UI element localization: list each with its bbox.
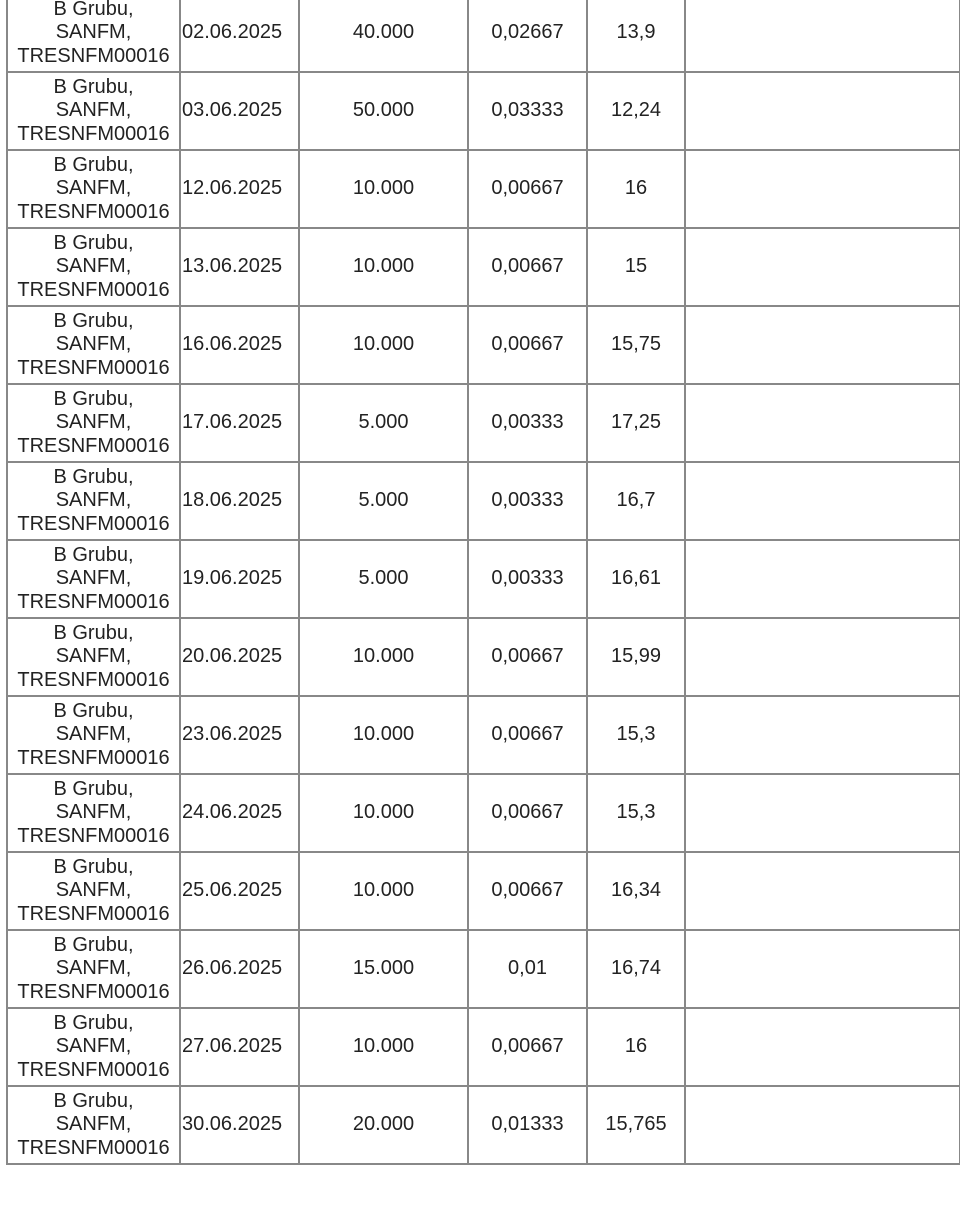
table-row bbox=[7, 72, 960, 150]
group-cell bbox=[7, 774, 180, 852]
amount-cell: 10.000 bbox=[299, 852, 468, 930]
amount-cell: 10.000 bbox=[299, 774, 468, 852]
amount-cell: 5.000 bbox=[299, 462, 468, 540]
table-row bbox=[7, 384, 960, 462]
price-cell: 15,765 bbox=[587, 1086, 685, 1164]
note-cell bbox=[685, 774, 960, 852]
amount-cell: 10.000 bbox=[299, 228, 468, 306]
date-cell: 26.06.2025 bbox=[180, 930, 299, 1008]
group-cell bbox=[7, 930, 180, 1008]
date-cell: 27.06.2025 bbox=[180, 1008, 299, 1086]
isin-code: TRESNFM00016 bbox=[17, 356, 170, 379]
group-name: B Grubu, bbox=[53, 1089, 134, 1112]
group-name: B Grubu, bbox=[53, 231, 134, 254]
group-name: B Grubu, bbox=[53, 543, 134, 566]
group-name: B Grubu, bbox=[53, 933, 134, 956]
date-cell: 24.06.2025 bbox=[180, 774, 299, 852]
table-row bbox=[7, 930, 960, 1008]
isin-code: TRESNFM00016 bbox=[17, 668, 170, 691]
price-cell: 13,9 bbox=[587, 0, 685, 72]
note-cell bbox=[685, 72, 960, 150]
ratio-cell: 0,00667 bbox=[468, 1008, 587, 1086]
note-cell bbox=[685, 1008, 960, 1086]
date-cell: 03.06.2025 bbox=[180, 72, 299, 150]
table-row bbox=[7, 0, 960, 72]
group-cell bbox=[7, 1008, 180, 1086]
group-name: B Grubu, bbox=[53, 777, 134, 800]
ticker: SANFM, bbox=[55, 489, 132, 512]
isin-code: TRESNFM00016 bbox=[17, 434, 170, 457]
price-cell: 15,3 bbox=[587, 696, 685, 774]
date-cell: 19.06.2025 bbox=[180, 540, 299, 618]
table-row bbox=[7, 852, 960, 930]
isin-code: TRESNFM00016 bbox=[17, 1136, 170, 1159]
table-row bbox=[7, 774, 960, 852]
group-name: B Grubu, bbox=[53, 621, 134, 644]
isin-code: TRESNFM00016 bbox=[17, 1058, 170, 1081]
ratio-cell: 0,01 bbox=[468, 930, 587, 1008]
group-cell bbox=[7, 618, 180, 696]
note-cell bbox=[685, 306, 960, 384]
note-cell bbox=[685, 540, 960, 618]
group-cell bbox=[7, 306, 180, 384]
share-buyback-table bbox=[6, 0, 960, 1165]
table-row bbox=[7, 1086, 960, 1164]
group-name: B Grubu, bbox=[53, 75, 134, 98]
amount-cell: 10.000 bbox=[299, 696, 468, 774]
group-name: B Grubu, bbox=[53, 387, 134, 410]
ratio-cell: 0,00333 bbox=[468, 462, 587, 540]
ticker: SANFM, bbox=[55, 333, 132, 356]
group-name: B Grubu, bbox=[53, 309, 134, 332]
table-row bbox=[7, 228, 960, 306]
ratio-cell: 0,00667 bbox=[468, 228, 587, 306]
isin-code: TRESNFM00016 bbox=[17, 980, 170, 1003]
ticker: SANFM, bbox=[55, 879, 132, 902]
isin-code: TRESNFM00016 bbox=[17, 902, 170, 925]
ticker: SANFM, bbox=[55, 801, 132, 824]
ticker: SANFM, bbox=[55, 723, 132, 746]
date-cell: 13.06.2025 bbox=[180, 228, 299, 306]
ratio-cell: 0,02667 bbox=[468, 0, 587, 72]
ratio-cell: 0,00667 bbox=[468, 852, 587, 930]
ticker: SANFM, bbox=[55, 1035, 132, 1058]
ticker: SANFM, bbox=[55, 411, 132, 434]
date-cell: 02.06.2025 bbox=[180, 0, 299, 72]
group-name: B Grubu, bbox=[53, 855, 134, 878]
group-cell bbox=[7, 0, 180, 72]
ratio-cell: 0,00667 bbox=[468, 774, 587, 852]
table-row bbox=[7, 696, 960, 774]
group-cell bbox=[7, 852, 180, 930]
price-cell: 16,7 bbox=[587, 462, 685, 540]
table-row bbox=[7, 462, 960, 540]
price-cell: 15,99 bbox=[587, 618, 685, 696]
group-name: B Grubu, bbox=[53, 153, 134, 176]
ticker: SANFM, bbox=[55, 957, 132, 980]
ratio-cell: 0,01333 bbox=[468, 1086, 587, 1164]
ticker: SANFM, bbox=[55, 645, 132, 668]
group-name: B Grubu, bbox=[53, 0, 134, 20]
isin-code: TRESNFM00016 bbox=[17, 590, 170, 613]
ratio-cell: 0,00667 bbox=[468, 618, 587, 696]
price-cell: 16 bbox=[587, 150, 685, 228]
note-cell bbox=[685, 150, 960, 228]
date-cell: 16.06.2025 bbox=[180, 306, 299, 384]
ticker: SANFM, bbox=[55, 255, 132, 278]
group-cell bbox=[7, 72, 180, 150]
note-cell bbox=[685, 1086, 960, 1164]
table-row bbox=[7, 618, 960, 696]
price-cell: 16,34 bbox=[587, 852, 685, 930]
ratio-cell: 0,03333 bbox=[468, 72, 587, 150]
amount-cell: 50.000 bbox=[299, 72, 468, 150]
ticker: SANFM, bbox=[55, 99, 132, 122]
group-cell bbox=[7, 696, 180, 774]
price-cell: 15,75 bbox=[587, 306, 685, 384]
ratio-cell: 0,00667 bbox=[468, 306, 587, 384]
date-cell: 12.06.2025 bbox=[180, 150, 299, 228]
price-cell: 16,74 bbox=[587, 930, 685, 1008]
group-cell bbox=[7, 384, 180, 462]
date-cell: 30.06.2025 bbox=[180, 1086, 299, 1164]
note-cell bbox=[685, 462, 960, 540]
note-cell bbox=[685, 618, 960, 696]
isin-code: TRESNFM00016 bbox=[17, 746, 170, 769]
price-cell: 15,3 bbox=[587, 774, 685, 852]
date-cell: 20.06.2025 bbox=[180, 618, 299, 696]
date-cell: 18.06.2025 bbox=[180, 462, 299, 540]
table-container bbox=[6, 0, 960, 1203]
group-cell bbox=[7, 1086, 180, 1164]
price-cell: 16,61 bbox=[587, 540, 685, 618]
amount-cell: 5.000 bbox=[299, 540, 468, 618]
ratio-cell: 0,00667 bbox=[468, 696, 587, 774]
isin-code: TRESNFM00016 bbox=[17, 512, 170, 535]
amount-cell: 10.000 bbox=[299, 150, 468, 228]
amount-cell: 15.000 bbox=[299, 930, 468, 1008]
isin-code: TRESNFM00016 bbox=[17, 44, 170, 67]
amount-cell: 10.000 bbox=[299, 306, 468, 384]
amount-cell: 10.000 bbox=[299, 618, 468, 696]
group-cell bbox=[7, 540, 180, 618]
ticker: SANFM, bbox=[55, 1113, 132, 1136]
note-cell bbox=[685, 696, 960, 774]
price-cell: 17,25 bbox=[587, 384, 685, 462]
price-cell: 15 bbox=[587, 228, 685, 306]
price-cell: 12,24 bbox=[587, 72, 685, 150]
date-cell: 25.06.2025 bbox=[180, 852, 299, 930]
ticker: SANFM, bbox=[55, 21, 132, 44]
ticker: SANFM, bbox=[55, 177, 132, 200]
isin-code: TRESNFM00016 bbox=[17, 278, 170, 301]
group-name: B Grubu, bbox=[53, 699, 134, 722]
table-row bbox=[7, 150, 960, 228]
ratio-cell: 0,00333 bbox=[468, 540, 587, 618]
group-name: B Grubu, bbox=[53, 465, 134, 488]
isin-code: TRESNFM00016 bbox=[17, 200, 170, 223]
ratio-cell: 0,00333 bbox=[468, 384, 587, 462]
table-body bbox=[7, 0, 960, 1164]
note-cell bbox=[685, 852, 960, 930]
note-cell bbox=[685, 228, 960, 306]
amount-cell: 20.000 bbox=[299, 1086, 468, 1164]
group-name: B Grubu, bbox=[53, 1011, 134, 1034]
note-cell bbox=[685, 930, 960, 1008]
date-cell: 17.06.2025 bbox=[180, 384, 299, 462]
ratio-cell: 0,00667 bbox=[468, 150, 587, 228]
ticker: SANFM, bbox=[55, 567, 132, 590]
group-cell bbox=[7, 228, 180, 306]
isin-code: TRESNFM00016 bbox=[17, 824, 170, 847]
isin-code: TRESNFM00016 bbox=[17, 122, 170, 145]
amount-cell: 10.000 bbox=[299, 1008, 468, 1086]
table-row bbox=[7, 306, 960, 384]
table-row bbox=[7, 540, 960, 618]
group-cell bbox=[7, 462, 180, 540]
table-row bbox=[7, 1008, 960, 1086]
note-cell bbox=[685, 0, 960, 72]
date-cell: 23.06.2025 bbox=[180, 696, 299, 774]
group-cell bbox=[7, 150, 180, 228]
price-cell: 16 bbox=[587, 1008, 685, 1086]
note-cell bbox=[685, 384, 960, 462]
amount-cell: 5.000 bbox=[299, 384, 468, 462]
amount-cell: 40.000 bbox=[299, 0, 468, 72]
